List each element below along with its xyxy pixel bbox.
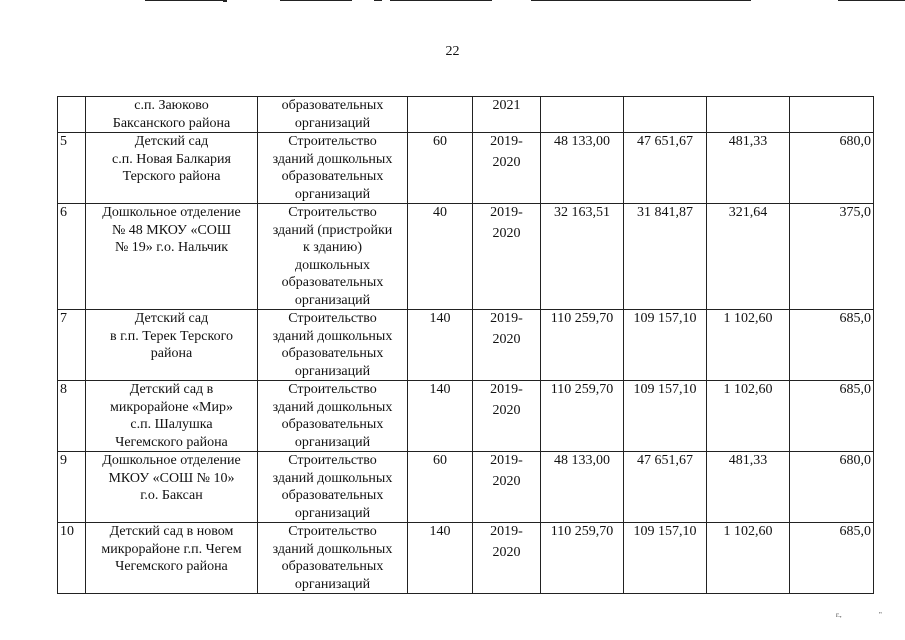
row-number: 7: [60, 311, 67, 326]
object-type-cell: [258, 310, 408, 381]
object-name-cell: [86, 452, 258, 523]
total-cost: 110 259,70: [550, 524, 614, 539]
total-cost-cell: [541, 310, 624, 381]
regional-funds-cell: [707, 523, 790, 594]
object-name-cell: [86, 310, 258, 381]
years-cell: [473, 133, 541, 204]
regional-funds: 481,33: [728, 134, 768, 149]
years-cell: [473, 523, 541, 594]
total-cost: 32 163,51: [554, 205, 610, 220]
object-name-cell: [86, 523, 258, 594]
years-cell: [473, 204, 541, 310]
unit-cost: 375,0: [839, 205, 871, 220]
object-name-cell: [86, 204, 258, 310]
object-type-cell: [258, 204, 408, 310]
row-number-cell: [58, 452, 86, 523]
federal-funds-cell: [624, 381, 707, 452]
regional-funds-cell: [707, 381, 790, 452]
regional-funds: 321,64: [728, 205, 768, 220]
page-number: 22: [445, 44, 460, 59]
federal-funds: 109 157,10: [633, 382, 697, 397]
unit-cost-cell: [790, 133, 874, 204]
row-number: 8: [60, 382, 67, 397]
footer-mark: ": [879, 611, 882, 619]
capacity-value: 140: [429, 382, 451, 397]
year-text: 2019-: [490, 524, 523, 539]
year-text: 2019-: [490, 205, 523, 220]
year-text: 2020: [492, 225, 521, 241]
regional-funds: 1 102,60: [723, 311, 773, 326]
year-text: 2020: [492, 402, 521, 418]
object-type-cell: [258, 381, 408, 452]
unit-cost: 685,0: [839, 311, 871, 326]
federal-funds: 47 651,67: [637, 453, 693, 468]
capacity-cell: [408, 452, 473, 523]
capacity-cell: [408, 381, 473, 452]
capacity-value: 140: [429, 311, 451, 326]
year-text: 2019-: [490, 311, 523, 326]
table-row: [58, 133, 874, 204]
total-cost-cell: [541, 97, 624, 133]
object-name: Дошкольное отделение № 48 МКОУ «СОШ № 19» г.о. Нальчик: [102, 205, 241, 255]
federal-funds: 109 157,10: [633, 524, 697, 539]
year-text: 2019-: [490, 382, 523, 397]
total-cost-cell: [541, 204, 624, 310]
total-cost-cell: [541, 523, 624, 594]
object-type-cell: [258, 523, 408, 594]
object-type: Строительство зданий дошкольных образовательных организаций: [272, 382, 393, 450]
unit-cost: 685,0: [839, 524, 871, 539]
total-cost-cell: [541, 133, 624, 204]
row-number-cell: [58, 97, 86, 133]
federal-funds-cell: [624, 452, 707, 523]
row-number-cell: [58, 381, 86, 452]
years-cell: [473, 97, 541, 133]
unit-cost-cell: [790, 381, 874, 452]
footer-mark: г.,: [836, 611, 842, 619]
header-rule: [223, 0, 227, 2]
table-row: [58, 310, 874, 381]
federal-funds-cell: [624, 97, 707, 133]
header-rule: [145, 0, 225, 1]
object-name-cell: [86, 381, 258, 452]
regional-funds-cell: [707, 133, 790, 204]
year-text: 2020: [492, 331, 521, 347]
object-type: Строительство зданий дошкольных образовательных организаций: [272, 524, 393, 592]
row-number: 6: [60, 205, 67, 220]
capacity-value: 40: [433, 205, 447, 220]
year-text: 2019-: [490, 453, 523, 468]
object-name-cell: [86, 133, 258, 204]
capacity-cell: [408, 523, 473, 594]
row-number: 9: [60, 453, 67, 468]
table-row: [58, 204, 874, 310]
year-text: 2020: [492, 154, 521, 170]
unit-cost-cell: [790, 97, 874, 133]
years-cell: [473, 381, 541, 452]
year-text: 2020: [492, 544, 521, 560]
table-row: [58, 97, 874, 133]
total-cost-cell: [541, 381, 624, 452]
object-type: Строительство зданий дошкольных образовательных организаций: [272, 311, 393, 379]
regional-funds: 1 102,60: [723, 524, 773, 539]
year-text: 2021: [492, 98, 521, 113]
regional-funds-cell: [707, 310, 790, 381]
object-type-cell: [258, 97, 408, 133]
federal-funds-cell: [624, 133, 707, 204]
total-cost-cell: [541, 452, 624, 523]
table-row: [58, 452, 874, 523]
year-text: 2019-: [490, 134, 523, 149]
row-number-cell: [58, 204, 86, 310]
capacity-value: 140: [429, 524, 451, 539]
unit-cost-cell: [790, 310, 874, 381]
capacity-cell: [408, 97, 473, 133]
object-name: Дошкольное отделение МКОУ «СОШ № 10» г.о. Баксан: [102, 453, 241, 503]
total-cost: 48 133,00: [554, 134, 610, 149]
header-rule: [280, 0, 352, 1]
object-name: Детский сад в микрорайоне «Мир» с.п. Шалушка Чегемского района: [109, 382, 233, 450]
unit-cost: 685,0: [839, 382, 871, 397]
object-type: образовательных организаций: [281, 98, 384, 131]
object-name: Детский сад в г.п. Терек Терского района: [110, 311, 233, 361]
object-type-cell: [258, 133, 408, 204]
header-rule: [374, 0, 382, 1]
years-cell: [473, 310, 541, 381]
row-number-cell: [58, 310, 86, 381]
federal-funds: 31 841,87: [637, 205, 693, 220]
unit-cost-cell: [790, 452, 874, 523]
object-name: Детский сад в новом микрорайоне г.п. Чегем Чегемского района: [101, 524, 242, 574]
regional-funds: 1 102,60: [723, 382, 773, 397]
years-cell: [473, 452, 541, 523]
table-row: [58, 381, 874, 452]
total-cost: 48 133,00: [554, 453, 610, 468]
row-number-cell: [58, 133, 86, 204]
object-type: Строительство зданий (пристройки к зданию) дошкольных образовательных организаций: [272, 205, 393, 308]
header-rule: [531, 0, 751, 1]
unit-cost-cell: [790, 523, 874, 594]
capacity-cell: [408, 310, 473, 381]
year-text: 2020: [492, 473, 521, 489]
row-number-cell: [58, 523, 86, 594]
total-cost: 110 259,70: [550, 382, 614, 397]
object-type: Строительство зданий дошкольных образовательных организаций: [272, 453, 393, 521]
regional-funds: 481,33: [728, 453, 768, 468]
object-name: Детский сад с.п. Новая Балкария Терского района: [112, 134, 231, 184]
header-rule: [390, 0, 492, 1]
object-name-cell: [86, 97, 258, 133]
federal-funds: 109 157,10: [633, 311, 697, 326]
object-type-cell: [258, 452, 408, 523]
federal-funds-cell: [624, 204, 707, 310]
unit-cost: 680,0: [839, 134, 871, 149]
object-type: Строительство зданий дошкольных образовательных организаций: [272, 134, 393, 202]
unit-cost-cell: [790, 204, 874, 310]
federal-funds-cell: [624, 523, 707, 594]
capacity-cell: [408, 204, 473, 310]
regional-funds-cell: [707, 204, 790, 310]
capacity-value: 60: [433, 134, 447, 149]
kindergarten-construction-table: [57, 96, 874, 594]
regional-funds-cell: [707, 452, 790, 523]
regional-funds-cell: [707, 97, 790, 133]
row-number: 10: [60, 524, 74, 539]
capacity-value: 60: [433, 453, 447, 468]
object-name: с.п. Заюково Баксанского района: [112, 98, 231, 131]
header-rule: [838, 0, 905, 1]
unit-cost: 680,0: [839, 453, 871, 468]
capacity-cell: [408, 133, 473, 204]
table-row: [58, 523, 874, 594]
row-number: 5: [60, 134, 67, 149]
total-cost: 110 259,70: [550, 311, 614, 326]
federal-funds: 47 651,67: [637, 134, 693, 149]
federal-funds-cell: [624, 310, 707, 381]
